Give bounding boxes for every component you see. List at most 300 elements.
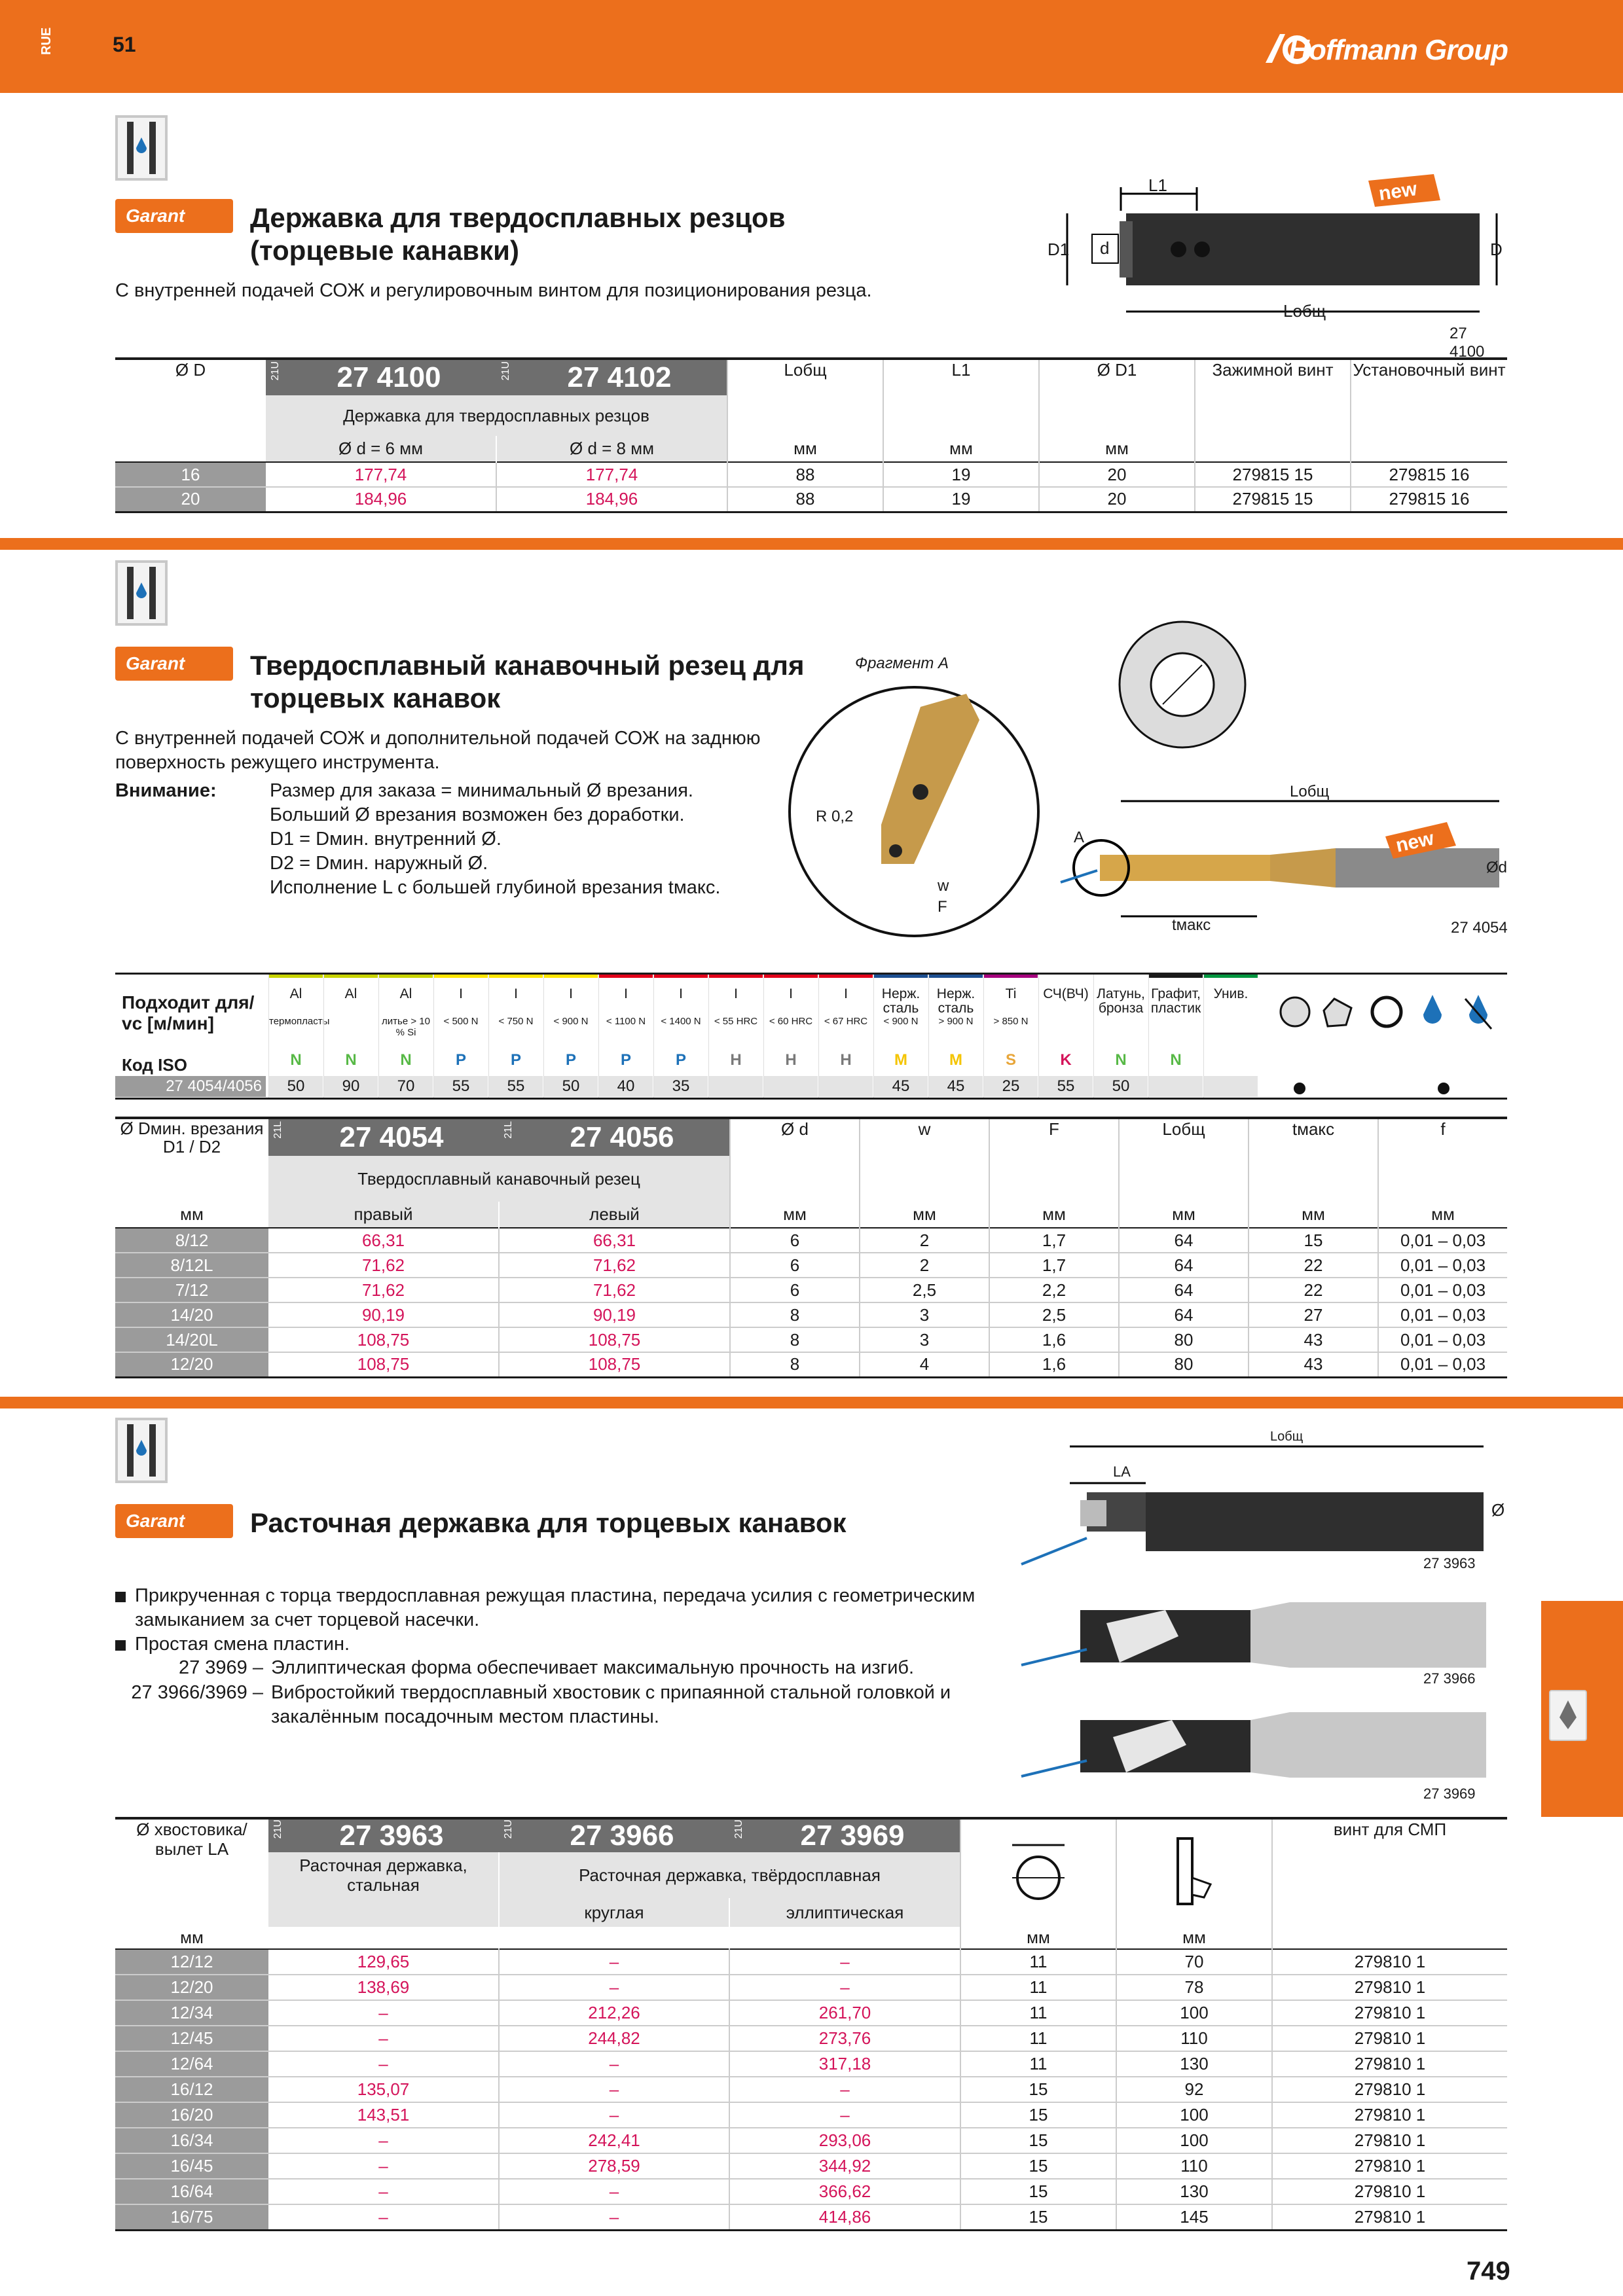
new-label: new (1377, 178, 1419, 205)
section-number: 51 (113, 33, 136, 56)
material-spec: < 900 N (553, 1016, 589, 1027)
material-spec: < 60 HRC (769, 1016, 813, 1027)
row-od: 8/12 (115, 1228, 268, 1253)
price: 138,69 (357, 1977, 410, 1997)
price: 90,19 (499, 1302, 730, 1327)
price: – (729, 2077, 960, 2102)
cell-overhang: 145 (1116, 2204, 1272, 2230)
feature-item (115, 1632, 993, 1657)
cell-w: 2 (860, 1253, 989, 1278)
table-holder (115, 357, 1507, 513)
shank-diameter-icon (960, 1818, 1116, 1927)
material-column (763, 973, 818, 1100)
price: – (378, 2054, 388, 2073)
tmax-label: tмакс (1172, 916, 1211, 934)
iso-code: P (455, 1051, 466, 1069)
materials-columns (268, 973, 1395, 1100)
material-name: I (459, 986, 463, 1001)
material-spec: < 750 N (498, 1016, 534, 1027)
unit-mm: мм (730, 1202, 860, 1228)
cell-l1: 19 (883, 462, 1039, 487)
row-od: 16/75 (115, 2204, 268, 2230)
drawing-code: 27 4054 (1451, 919, 1508, 937)
carbide-subhead: Расточная державка, твёрдосплавная (499, 1852, 960, 1898)
cutting-speed: 90 (324, 1076, 378, 1097)
article-27-3963 (268, 1818, 499, 1852)
cell-feed: 0,01 – 0,03 (1378, 1278, 1507, 1302)
iso-code: N (345, 1051, 357, 1069)
cutter-subhead: Твердосплавный канавочный резец (268, 1156, 730, 1202)
material-color-bar (764, 973, 818, 978)
table-row (115, 1327, 1507, 1352)
holder-subhead: Державка для твердосплавных резцов (266, 395, 727, 436)
price: 317,18 (729, 2051, 960, 2077)
price: 135,07 (357, 2079, 410, 2099)
price: 366,62 (729, 2179, 960, 2204)
table-row (115, 2179, 1507, 2204)
groove-disc-svg (1117, 619, 1248, 750)
material-spec (1149, 1016, 1203, 1042)
row-od: 16/20 (115, 2102, 268, 2128)
iso-code: H (840, 1051, 852, 1069)
price: 414,86 (729, 2204, 960, 2230)
row-od: 14/20 (115, 1302, 268, 1327)
internal-coolant-icon (115, 560, 168, 626)
cell-w: 2 (860, 1228, 989, 1253)
icon-group (1275, 992, 1498, 1038)
material-color-bar (599, 973, 653, 978)
row-od: 12/34 (115, 2000, 268, 2026)
product-title-line1: Твердосплавный канавочный резец для (250, 650, 805, 681)
garant-badge: Garant (115, 199, 233, 233)
price: 71,62 (499, 1278, 730, 1302)
top-bar (0, 0, 1623, 93)
ltotal-label: Lобщ (1290, 783, 1330, 800)
table-row (115, 462, 1507, 487)
cell-tmax: 43 (1249, 1352, 1378, 1377)
material-color-bar (874, 973, 928, 978)
holder-drawing-svg (1048, 174, 1506, 344)
cutting-speed: 40 (599, 1076, 653, 1097)
product-description: С внутренней подачей СОЖ и регулировочным винтом для позиционирования резца. (115, 280, 872, 301)
internal-coolant-icon (115, 115, 168, 181)
price: – (378, 2181, 388, 2201)
description-line: С внутренней подачей СОЖ и дополнительной подачей СОЖ на заднюю (115, 728, 761, 749)
material-name: Нерж. сталь (936, 986, 976, 1016)
material-name: I (789, 986, 793, 1001)
cell-screw: 279810 1 (1272, 2026, 1507, 2051)
material-column (1203, 973, 1258, 1100)
cell-tmax: 15 (1249, 1228, 1378, 1253)
bullet-icon (115, 1592, 126, 1602)
material-column (928, 973, 983, 1100)
cell-d1: 20 (1039, 487, 1195, 512)
cell-overhang: 100 (1116, 2102, 1272, 2128)
cell-feed: 0,01 – 0,03 (1378, 1228, 1507, 1253)
product-title (250, 649, 804, 715)
iso-code: S (1005, 1051, 1016, 1069)
material-color-bar (929, 973, 983, 978)
cell-screw: 279815 15 (1195, 487, 1351, 512)
material-color-bar (269, 973, 323, 978)
cell-feed: 0,01 – 0,03 (1378, 1302, 1507, 1327)
material-column (268, 973, 330, 1100)
price: 273,76 (729, 2026, 960, 2051)
article-27-4100 (266, 359, 496, 395)
price: 71,62 (361, 1280, 405, 1300)
dim-d-label: d (1100, 238, 1110, 258)
section-divider (0, 538, 1623, 550)
cell-overhang: 110 (1116, 2026, 1272, 2051)
material-spec: < 1100 N (606, 1016, 646, 1027)
boring-bar-drawing-1 (1015, 1427, 1525, 1573)
table-cutter (115, 1117, 1507, 1378)
brand-name: Hoffmann Group (1288, 34, 1508, 66)
cell-screw: 279810 1 (1272, 2102, 1507, 2128)
price: 278,59 (499, 2153, 729, 2179)
material-name: Al (289, 986, 302, 1001)
material-column (543, 973, 598, 1100)
fragment-a-svg (783, 655, 1045, 956)
table-row (115, 1975, 1507, 2000)
table-row (115, 1949, 1507, 1975)
cell-shank: 15 (960, 2179, 1116, 2204)
price: – (378, 2130, 388, 2150)
product-title-line1: Державка для твердосплавных резцов (250, 202, 786, 233)
material-spec: литье > 10 % Si (382, 1016, 430, 1038)
iso-code: N (400, 1051, 412, 1069)
material-spec: термопласты (269, 1016, 330, 1027)
price: 108,75 (499, 1327, 730, 1352)
cutting-speed (1149, 1076, 1203, 1097)
cutting-speed: 25 (984, 1076, 1038, 1097)
price: 71,62 (361, 1255, 405, 1275)
material-name: Al (399, 986, 412, 1001)
material-spec: < 900 N (883, 1016, 919, 1027)
unit-mm: мм (960, 1927, 1116, 1949)
cell-overhang: 92 (1116, 2077, 1272, 2102)
iso-code: N (290, 1051, 302, 1069)
table-row (115, 1228, 1507, 1253)
col-d-header: Ø d (730, 1118, 860, 1156)
iso-code-label: Код ISO (122, 1055, 187, 1075)
price: 212,26 (499, 2000, 729, 2026)
row-od: 16/64 (115, 2179, 268, 2204)
table-row (115, 2204, 1507, 2230)
fragment-a-drawing (783, 655, 1045, 956)
radius-label: R 0,2 (816, 808, 854, 825)
cell-tmax: 22 (1249, 1278, 1378, 1302)
material-column (818, 973, 873, 1100)
col-ltotal-header: Lобщ (1119, 1118, 1249, 1156)
material-name: Латунь, бронза (1097, 986, 1145, 1016)
cutting-speed: 55 (489, 1076, 543, 1097)
table-row (115, 2077, 1507, 2102)
price: – (499, 2204, 729, 2230)
material-name: I (514, 986, 518, 1001)
groove-disc-drawing (1117, 619, 1248, 750)
table-row (115, 2102, 1507, 2128)
col-screw-header: Зажимной винт (1195, 359, 1351, 395)
chapter-tab-tool-icon (1549, 1690, 1587, 1741)
attention-line: D2 = Dмин. наружный Ø. (270, 853, 488, 874)
material-spec (1094, 1016, 1148, 1042)
cutting-speed (764, 1076, 818, 1097)
cell-screw: 279815 15 (1195, 462, 1351, 487)
cell-w: 3 (860, 1327, 989, 1352)
cell-shank: 11 (960, 2051, 1116, 2077)
cell-w: 3 (860, 1302, 989, 1327)
tag-1: 21U (272, 1820, 283, 1839)
description-line: поверхность режущего инструмента. (115, 752, 440, 773)
material-color-bar (434, 973, 488, 978)
unit-mm: мм (1116, 1927, 1272, 1949)
price: 108,75 (499, 1352, 730, 1377)
cell-shank: 11 (960, 2000, 1116, 2026)
article-number-2: 27 4056 (570, 1121, 674, 1153)
cell-setscrew: 279815 16 (1351, 487, 1507, 512)
table-row (115, 2128, 1507, 2153)
feature-text: Простая смена пластин. (135, 1634, 350, 1655)
row-od: 16/45 (115, 2153, 268, 2179)
cell-shank: 11 (960, 2026, 1116, 2051)
cutting-speed (709, 1076, 763, 1097)
price: – (729, 1949, 960, 1975)
dim-l1-label: L1 (1148, 175, 1167, 195)
material-color-bar (819, 973, 873, 978)
cell-ltotal: 64 (1119, 1228, 1249, 1253)
article-27-3969 (729, 1818, 960, 1852)
price: – (499, 1975, 729, 2000)
material-name: I (679, 986, 683, 1001)
round-label: круглая (499, 1898, 729, 1927)
material-color-bar (379, 973, 433, 978)
article-27-4056 (499, 1118, 730, 1156)
tag-3: 21U (733, 1820, 744, 1839)
price: 244,82 (499, 2026, 729, 2051)
cell-d: 6 (730, 1228, 860, 1253)
feature-list (115, 1584, 993, 1657)
row-od: 12/45 (115, 2026, 268, 2051)
feature-text: Прикрученная с торца твердосплавная режущая пластина, передача усилия с геометрическим (135, 1585, 976, 1606)
table-row (115, 2000, 1507, 2026)
material-color-bar (654, 973, 708, 978)
price: 184,96 (496, 487, 727, 512)
row-od: 20 (115, 487, 266, 512)
garant-badge: Garant (115, 647, 233, 681)
table-row (115, 1253, 1507, 1278)
grooving-cutter-svg (1061, 783, 1512, 940)
row-od: 12/64 (115, 2051, 268, 2077)
material-color-bar (1094, 973, 1148, 978)
table-row (115, 2153, 1507, 2179)
iso-code: P (565, 1051, 576, 1069)
article-27-4102 (496, 359, 727, 395)
material-color-bar (709, 973, 763, 978)
d8-label: Ø d = 8 мм (496, 436, 727, 462)
price: – (499, 2179, 729, 2204)
note-1-text: Эллиптическая форма обеспечивает максимальную прочность на изгиб. (271, 1657, 915, 1678)
cell-screw: 279810 1 (1272, 2153, 1507, 2179)
iso-code: P (510, 1051, 521, 1069)
cell-overhang: 130 (1116, 2179, 1272, 2204)
boring-bar-drawing-3 (1015, 1704, 1525, 1803)
cell-w: 2,5 (860, 1278, 989, 1302)
cell-shank: 15 (960, 2153, 1116, 2179)
col-f-header: F (989, 1118, 1119, 1156)
cell-tmax: 27 (1249, 1302, 1378, 1327)
suitability-dot-1 (1294, 1083, 1305, 1094)
cell-overhang: 78 (1116, 1975, 1272, 2000)
cell-screw: 279810 1 (1272, 2128, 1507, 2153)
product-title (250, 202, 786, 267)
overhang-icon (1116, 1818, 1272, 1927)
cutting-speed: 70 (379, 1076, 433, 1097)
boring-bar-drawing-2 (1015, 1597, 1525, 1689)
material-name: Al (344, 986, 357, 1001)
new-label: new (1394, 827, 1436, 857)
col-setscrew-header: Установочный винт (1351, 359, 1507, 395)
material-column (488, 973, 543, 1100)
iso-code: H (785, 1051, 797, 1069)
cutting-speed: 35 (654, 1076, 708, 1097)
material-spec (1039, 1016, 1093, 1042)
material-column (1093, 973, 1148, 1100)
material-spec: < 1400 N (661, 1016, 701, 1027)
row-od: 14/20L (115, 1327, 268, 1352)
a-label: A (1074, 829, 1085, 846)
table-row (115, 1302, 1507, 1327)
price: 344,92 (729, 2153, 960, 2179)
iso-code: M (949, 1051, 962, 1069)
attention-line: Исполнение L с большей глубиной врезания tмакс. (270, 877, 721, 898)
article-27-4054 (268, 1118, 499, 1156)
price: 66,31 (499, 1228, 730, 1253)
cell-overhang: 100 (1116, 2000, 1272, 2026)
cell-shank: 15 (960, 2204, 1116, 2230)
speed-row-label: 27 4054/4056 (115, 1076, 266, 1097)
cell-d: 6 (730, 1278, 860, 1302)
material-spec: < 55 HRC (714, 1016, 758, 1027)
price: 108,75 (357, 1354, 410, 1374)
cell-ltotal: 80 (1119, 1327, 1249, 1352)
cell-overhang: 100 (1116, 2128, 1272, 2153)
left-hand-label: левый (499, 1202, 730, 1228)
tag-1: 21U (270, 361, 281, 381)
attention-line: Больший Ø врезания возможен без доработки. (270, 804, 685, 825)
cell-screw: 279810 1 (1272, 2077, 1507, 2102)
cell-d: 6 (730, 1253, 860, 1278)
material-color-bar (1039, 973, 1093, 978)
cell-ltotal: 88 (727, 462, 883, 487)
cell-ltotal: 88 (727, 487, 883, 512)
materials-row-label: Подходит для/ vc [м/мин] (122, 992, 255, 1033)
cell-shank: 15 (960, 2128, 1116, 2153)
boring-rows (115, 1949, 1507, 2230)
material-column (378, 973, 433, 1100)
la-label: LA (1113, 1463, 1131, 1480)
product-title: Расточная державка для торцевых канавок (250, 1507, 847, 1538)
price: – (378, 2156, 388, 2176)
material-name: Нерж. сталь (881, 986, 921, 1016)
unit-mm: мм (180, 1928, 204, 1947)
unit-mm: мм (860, 1202, 989, 1228)
d-label: Ød (1486, 859, 1508, 876)
cell-shank: 15 (960, 2077, 1116, 2102)
material-name: I (624, 986, 628, 1001)
cutting-speed (819, 1076, 873, 1097)
note-2-text (271, 1681, 951, 1729)
article-number-3: 27 3969 (800, 1820, 905, 1852)
cell-screw: 279810 1 (1272, 2000, 1507, 2026)
w-label: w (938, 877, 949, 895)
iso-code: N (1115, 1051, 1127, 1069)
language-code: RUE (39, 27, 54, 55)
material-column (708, 973, 763, 1100)
cutter-table (115, 1117, 1507, 1378)
unit-mm: мм (1039, 436, 1195, 462)
material-color-bar (984, 973, 1038, 978)
attention-line: Размер для заказа = минимальный Ø врезания. (270, 780, 693, 801)
material-color-bar (489, 973, 543, 978)
product-title-line2: (торцевые канавки) (250, 235, 519, 266)
cell-tmax: 43 (1249, 1327, 1378, 1352)
price: 71,62 (499, 1253, 730, 1278)
col-od-header: Ø Dмин. врезания D1 / D2 (120, 1119, 264, 1157)
cell-d: 8 (730, 1352, 860, 1377)
image-code: 27 3969 (1423, 1785, 1476, 1802)
iso-code: H (730, 1051, 742, 1069)
material-spec: < 67 HRC (824, 1016, 868, 1027)
material-color-bar (1204, 973, 1258, 978)
cell-screw: 279810 1 (1272, 1975, 1507, 2000)
note-2-code: 27 3966/3969 – (131, 1682, 263, 1703)
table-row (115, 2026, 1507, 2051)
price: – (499, 2102, 729, 2128)
table-row (115, 2051, 1507, 2077)
price: 177,74 (496, 462, 727, 487)
price: 108,75 (357, 1329, 410, 1350)
cutting-speed: 55 (1039, 1076, 1093, 1097)
material-color-bar (324, 973, 378, 978)
material-spec (324, 1016, 378, 1042)
cell-screw: 279810 1 (1272, 1949, 1507, 1975)
steel-subhead: Расточная державка, стальная (268, 1852, 499, 1898)
cell-f: 2,2 (989, 1278, 1119, 1302)
article-number-1: 27 3963 (339, 1820, 444, 1852)
col-d1-header: Ø D1 (1039, 359, 1195, 395)
iso-code: N (1170, 1051, 1182, 1069)
iso-code: K (1060, 1051, 1072, 1069)
price: 261,70 (729, 2000, 960, 2026)
col-od-header: Ø хвостовика/ вылет LA (136, 1820, 247, 1859)
section-divider (0, 1397, 1623, 1408)
material-spec: < 500 N (443, 1016, 479, 1027)
cell-tmax: 22 (1249, 1253, 1378, 1278)
material-color-bar (1149, 973, 1203, 978)
bullet-icon (115, 1640, 126, 1651)
unit-mm: мм (1249, 1202, 1378, 1228)
price: – (378, 2003, 388, 2022)
material-name: I (569, 986, 573, 1001)
product-description (115, 726, 760, 775)
note-line: Вибростойкий твердосплавный хвостовик с припаянной стальной головкой и (271, 1682, 951, 1703)
col-screw-header: винт для СМП (1272, 1818, 1507, 1927)
table-boring (115, 1817, 1507, 2231)
material-name: I (734, 986, 738, 1001)
price: 143,51 (357, 2105, 410, 2125)
grooving-cutter-drawing (1061, 783, 1512, 940)
